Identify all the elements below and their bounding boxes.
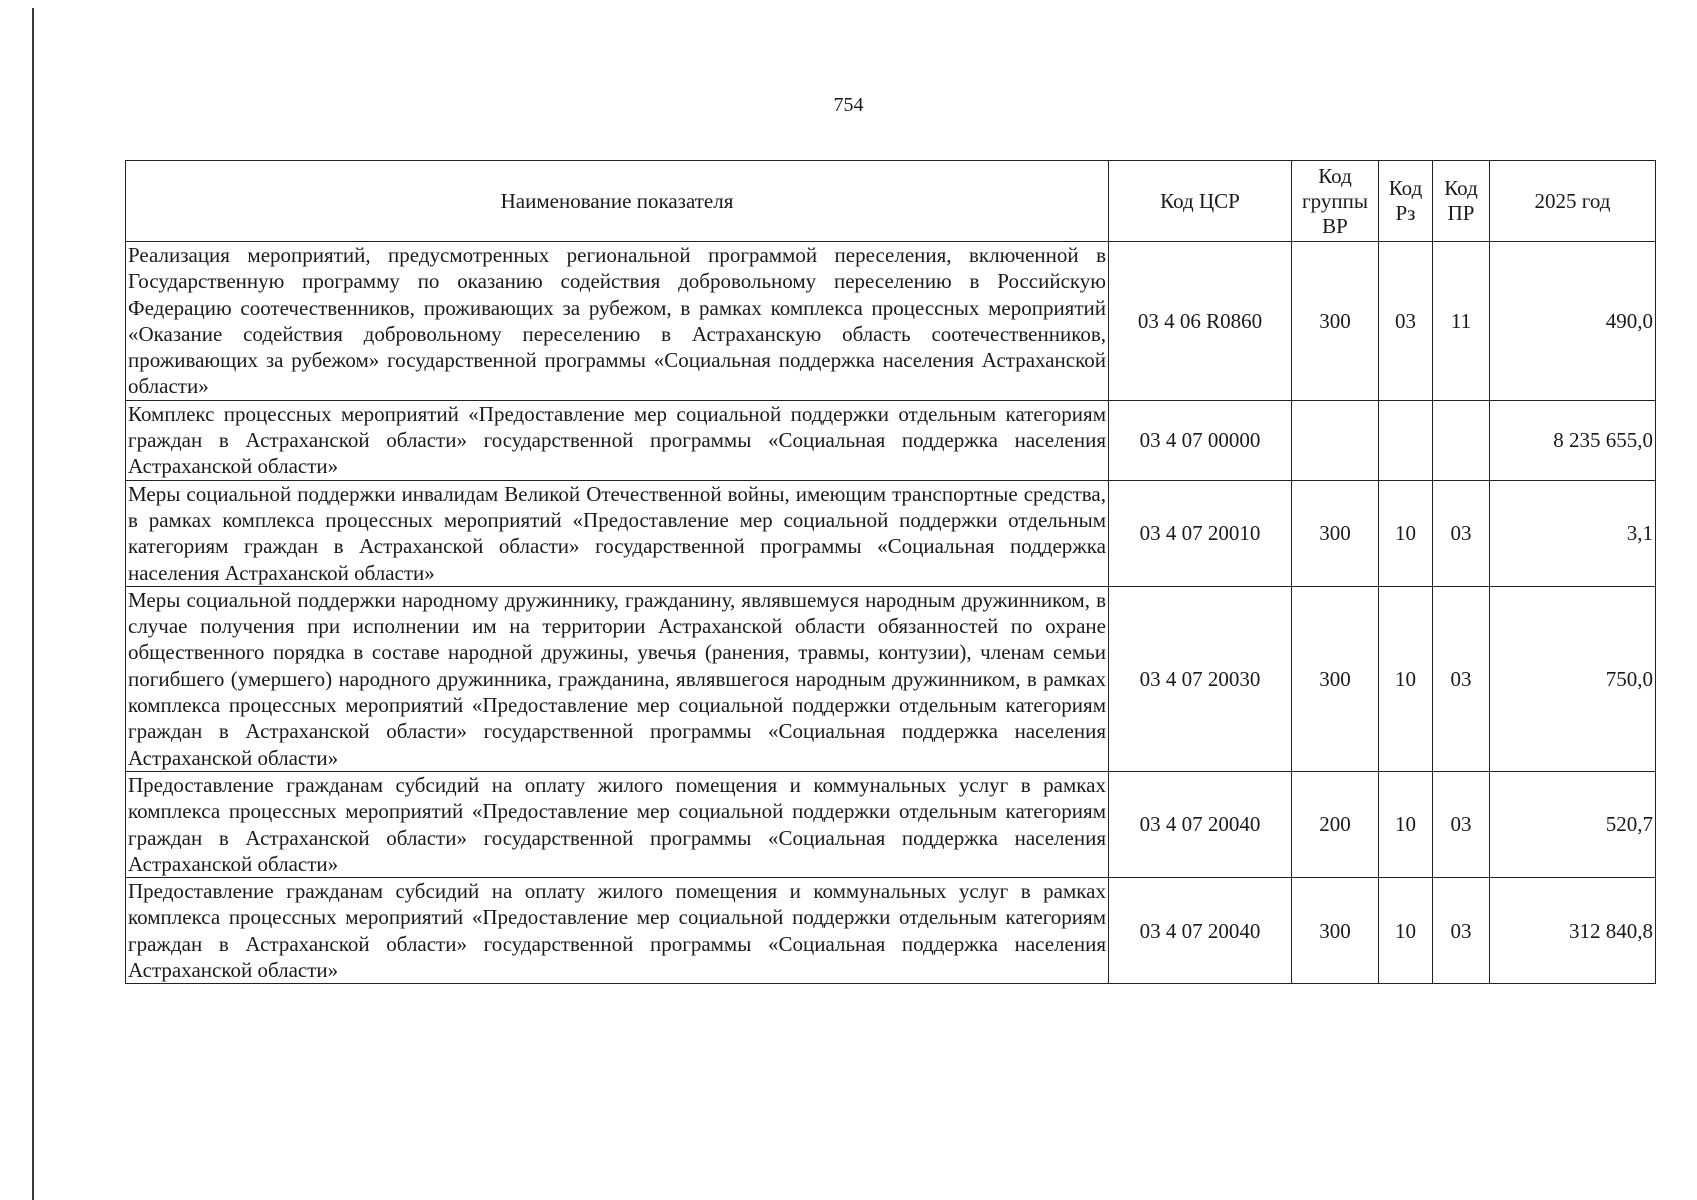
row-csr-code: 03 4 06 R0860	[1109, 242, 1292, 401]
row-amount: 8 235 655,0	[1490, 400, 1656, 480]
table-row	[126, 878, 1656, 984]
table-row	[126, 586, 1656, 771]
margin-rule	[32, 8, 34, 1200]
row-name: Реализация мероприятий, предусмотренных региональной программой переселения, включенной в Государственную программу по оказанию содействия добровольному переселению в Российскую Федерацию соотечественников, проживающих за рубежом, в рамках комплекса процессных мероприятий «Оказание содействия добровольному переселению в Астраханскую область соотечественников, проживающих за рубежом» государственной программы «Социальная поддержка населения Астраханской области»	[126, 242, 1109, 401]
row-amount: 750,0	[1490, 586, 1656, 771]
row-vr-code: 300	[1292, 878, 1379, 984]
row-rz-code: 10	[1379, 878, 1433, 984]
row-csr-code: 03 4 07 20040	[1109, 878, 1292, 984]
row-csr-code: 03 4 07 20030	[1109, 586, 1292, 771]
row-rz-code: 10	[1379, 586, 1433, 771]
row-rz-code	[1379, 400, 1433, 480]
row-name: Предоставление гражданам субсидий на оплату жилого помещения и коммунальных услуг в рамках комплекса процессных мероприятий «Предоставление мер социальной поддержки отдельным категориям граждан в Астраханской области» государственной программы «Социальная поддержка населения Астраханской области»	[126, 878, 1109, 984]
row-amount: 312 840,8	[1490, 878, 1656, 984]
budget-table	[125, 160, 1656, 984]
table-row	[126, 400, 1656, 480]
row-csr-code: 03 4 07 20040	[1109, 771, 1292, 877]
row-csr-code: 03 4 07 00000	[1109, 400, 1292, 480]
table-row	[126, 480, 1656, 586]
header-vr-code: Код группы ВР	[1292, 161, 1379, 242]
header-name: Наименование показателя	[126, 161, 1109, 242]
table-header-row	[126, 161, 1656, 242]
row-name: Меры социальной поддержки инвалидам Великой Отечественной войны, имеющим транспортные средства, в рамках комплекса процессных мероприятий «Предоставление мер социальной поддержки отдельным категориям граждан в Астраханской области» государственной программы «Социальная поддержка населения Астраханской области»	[126, 480, 1109, 586]
row-vr-code	[1292, 400, 1379, 480]
row-pr-code: 03	[1433, 771, 1490, 877]
row-rz-code: 10	[1379, 480, 1433, 586]
row-rz-code: 10	[1379, 771, 1433, 877]
page-number: 754	[833, 94, 864, 116]
row-vr-code: 300	[1292, 242, 1379, 401]
row-amount: 520,7	[1490, 771, 1656, 877]
row-vr-code: 300	[1292, 586, 1379, 771]
header-year-2025: 2025 год	[1490, 161, 1656, 242]
row-vr-code: 200	[1292, 771, 1379, 877]
row-name: Предоставление гражданам субсидий на оплату жилого помещения и коммунальных услуг в рамках комплекса процессных мероприятий «Предоставление мер социальной поддержки отдельным категориям граждан в Астраханской области» государственной программы «Социальная поддержка населения Астраханской области»	[126, 771, 1109, 877]
row-pr-code: 11	[1433, 242, 1490, 401]
row-pr-code: 03	[1433, 586, 1490, 771]
row-name: Меры социальной поддержки народному дружиннику, гражданину, являвшемуся народным дружинником, в случае получения при исполнении им на территории Астраханской области обязанностей по охране общественного порядка в составе народной дружины, увечья (ранения, травмы, контузии), членам семьи погибшего (умершего) народного дружинника, гражданина, являвшегося народным дружинником, в рамках комплекса процессных мероприятий «Предоставление мер социальной поддержки отдельным категориям граждан в Астраханской области» государственной программы «Социальная поддержка населения Астраханской области»	[126, 586, 1109, 771]
row-name: Комплекс процессных мероприятий «Предоставление мер социальной поддержки отдельным категориям граждан в Астраханской области» государственной программы «Социальная поддержка населения Астраханской области»	[126, 400, 1109, 480]
header-csr-code: Код ЦСР	[1109, 161, 1292, 242]
row-vr-code: 300	[1292, 480, 1379, 586]
row-amount: 3,1	[1490, 480, 1656, 586]
row-rz-code: 03	[1379, 242, 1433, 401]
row-pr-code: 03	[1433, 878, 1490, 984]
header-pr-code: Код ПР	[1433, 161, 1490, 242]
row-csr-code: 03 4 07 20010	[1109, 480, 1292, 586]
row-amount: 490,0	[1490, 242, 1656, 401]
header-rz-code: Код Рз	[1379, 161, 1433, 242]
row-pr-code: 03	[1433, 480, 1490, 586]
table-row	[126, 242, 1656, 401]
row-pr-code	[1433, 400, 1490, 480]
table-row	[126, 771, 1656, 877]
